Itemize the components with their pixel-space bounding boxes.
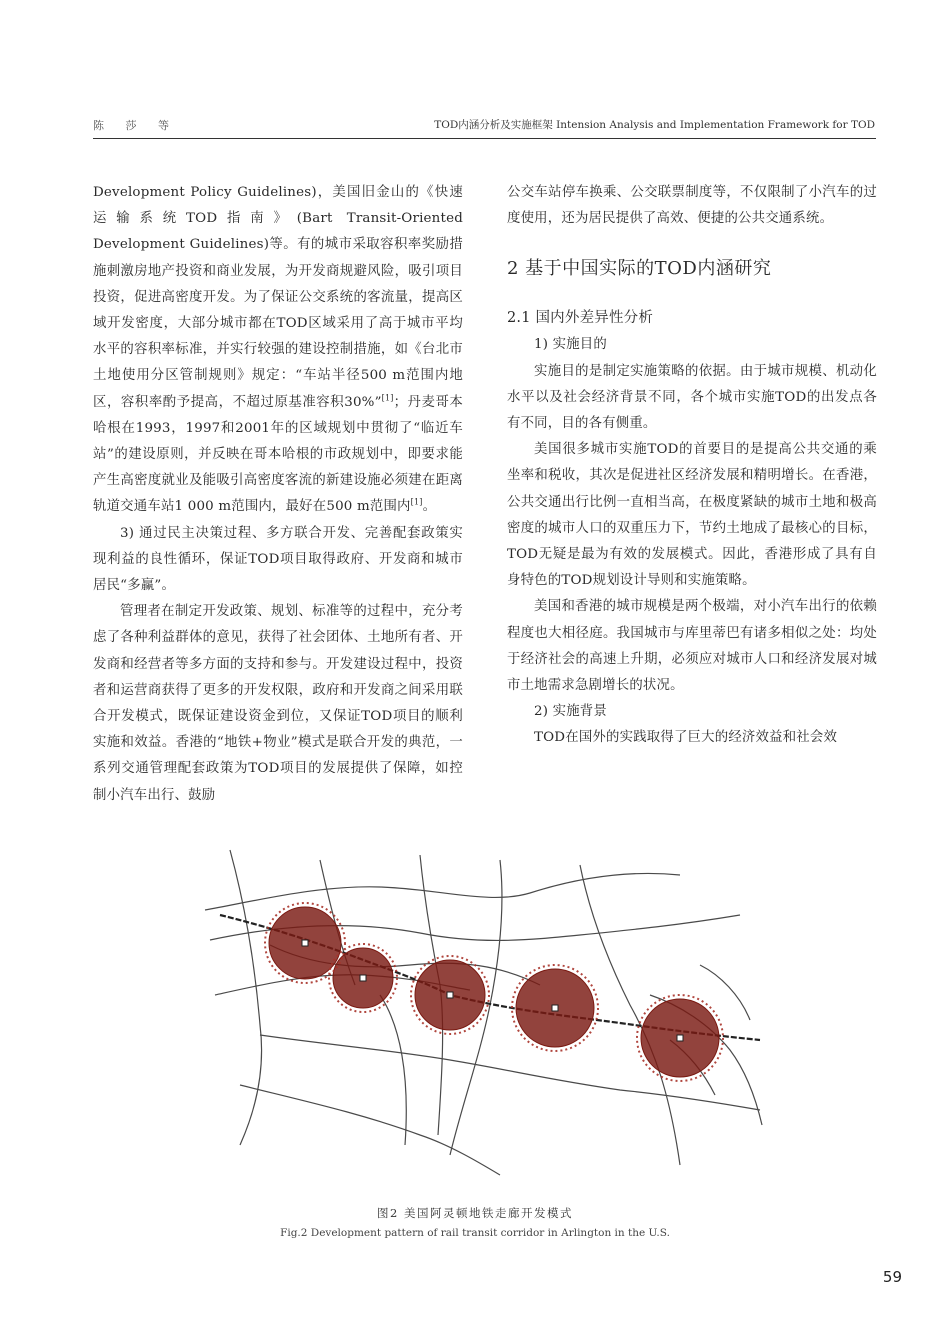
figure-caption-chinese: 图2 美国阿灵顿地铁走廊开发模式 bbox=[377, 1206, 573, 1220]
citation-ref: [1] bbox=[381, 393, 394, 403]
list-item-purpose: 1) 实施目的 bbox=[534, 337, 607, 353]
right-column bbox=[507, 180, 877, 752]
list-item-background: 2) 实施背景 bbox=[534, 704, 607, 720]
right-paragraph-5: TOD在国外的实践取得了巨大的经济效益和社会效 bbox=[534, 730, 838, 746]
right-paragraph-3: 美国很多城市实施TOD的首要目的是提高公共交通的乘坐率和税收，其次是促进社区经济发展和精明增长。在香港，公共交通出行比例一直相当高，在极度紧缺的城市土地和极高密度的城市人口的双重压力下，节约土地成了最核心的目标，TOD无疑是最为有效的发展模式。因此，香港形成了具有自身特色的TOD规划设计导则和实施策略。 bbox=[507, 442, 877, 589]
section-heading: 2 基于中国实际的TOD内涵研究 bbox=[507, 258, 772, 280]
running-header-authors: 陈 莎 等 bbox=[93, 119, 178, 132]
right-paragraph-4: 美国和香港的城市规模是两个极端，对小汽车出行的依赖程度也大相径庭。我国城市与库里蒂巴有诸多相似之处：均处于经济社会的高速上升期，必须应对城市人口和经济发展对城市土地需求急剧增长的状况。 bbox=[507, 599, 877, 694]
left-list-item-3: 3) 通过民主决策过程、多方联合开发、完善配套政策实现利益的良性循环，保证TOD项目取得政府、开发商和城市居民“多赢”。 bbox=[93, 525, 463, 594]
figure-caption-english: Fig.2 Development pattern of rail transit corridor in Arlington in the U.S. bbox=[280, 1227, 670, 1239]
development-nodes bbox=[269, 907, 719, 1077]
left-paragraph-3: 管理者在制定开发政策、规划、标准等的过程中，充分考虑了各种利益群体的意见，获得了社会团体、土地所有者、开发商和经营者等多方面的支持和参与。开发建设过程中，投资者和运营商获得了更多的开发权限，政府和开发商之间采用联合开发模式，既保证建设资金到位，又保证TOD项目的顺利实施和效益。香港的“地铁+物业”模式是联合开发的典范，一系列交通管理配套政策为TOD项目的发展提供了保障，如控制小汽车出行、鼓励 bbox=[93, 604, 463, 803]
left-column bbox=[93, 180, 463, 809]
citation-ref: [1] bbox=[410, 497, 423, 507]
left-paragraph-1: Development Policy Guidelines)，美国旧金山的《快速运输系统TOD指南》(Bart Transit-Oriented Development Guidelines)等。有的城市采取容积率奖励措施刺激房地产投资和商业发展，为开发商规避风险，吸引项目投资，促进高密度开发。为了保证公交系统的客流量，提高区域开发密度，大部分城市都在TOD区域采用了高于城市平均水平的容积率标准，并实行较强的建设控制措施，如《台北市土地使用分区管制规则》规定：“车站半径500 m范围内地区，容积率酌予提高，不超过原基准容积30%”[1]；丹麦哥本哈根在1993，1997和2001年的区域规划中贯彻了“临近车站”的建设原则，并反映在哥本哈根的市政规划中，即要求能产生高密度就业及能吸引高密度客流的新建设施必须建在距离轨道交通车站1 000 m范围内，最好在500 m范围内[1]。 bbox=[93, 185, 463, 515]
right-paragraph-1: 公交车站停车换乘、公交联票制度等，不仅限制了小汽车的过度使用，还为居民提供了高效、便捷的公共交通系统。 bbox=[507, 185, 877, 227]
arlington-corridor-map bbox=[200, 845, 770, 1190]
running-header-title: TOD内涵分析及实施框架 Intension Analysis and Implementation Framework for TOD bbox=[434, 119, 875, 131]
subsection-heading: 2.1 国内外差异性分析 bbox=[507, 310, 654, 327]
page-number: 59 bbox=[882, 1268, 902, 1286]
right-paragraph-2: 实施目的是制定实施策略的依据。由于城市规模、机动化水平以及社会经济背景不同，各个城市实施TOD的出发点各有不同，目的各有侧重。 bbox=[507, 363, 877, 432]
header-rule bbox=[93, 138, 876, 139]
